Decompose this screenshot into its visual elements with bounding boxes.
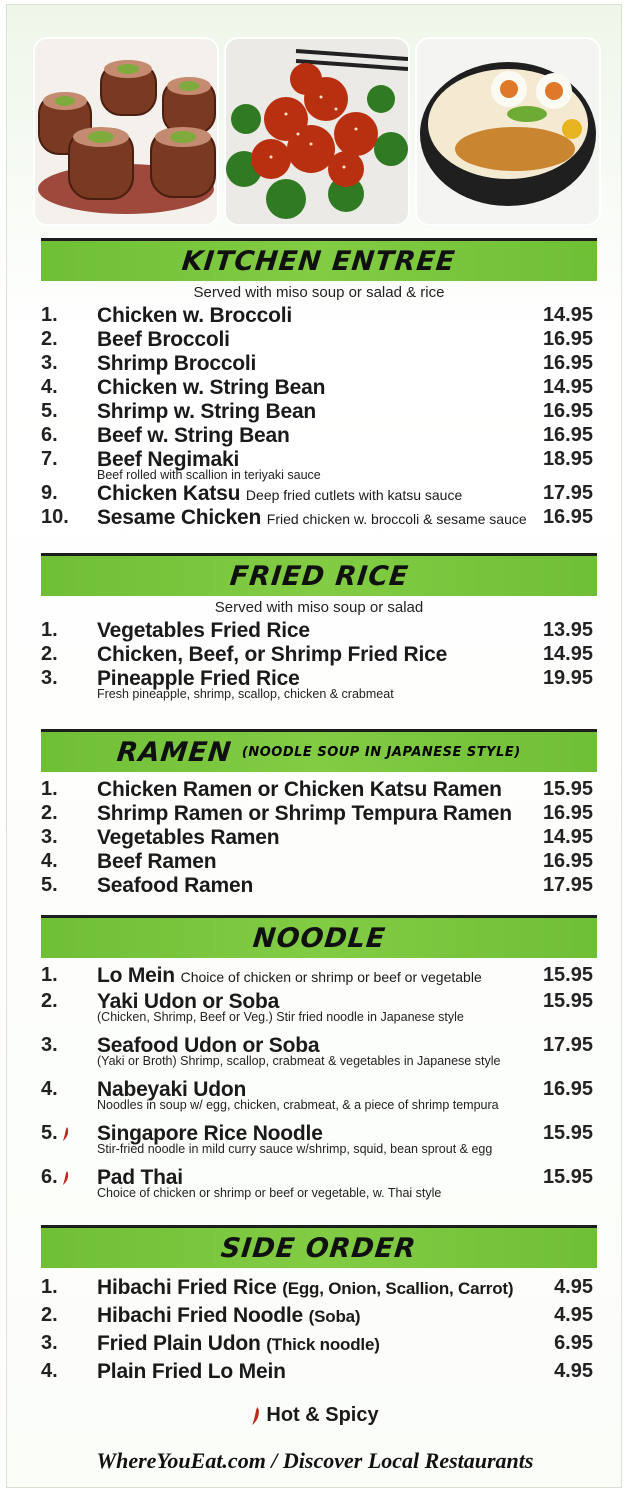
section-subtitle: (NOODLE SOUP IN JAPANESE STYLE) [241,744,521,760]
item-name-text: Sesame Chicken [97,506,262,529]
item-price: 16.95 [542,400,593,422]
item-number: 1. [41,964,58,986]
item-price: 18.95 [542,448,593,470]
item-description: Choice of chicken or shrimp or beef or vegetable [180,969,482,985]
item-description: Fried chicken w. broccoli & sesame sauce [266,511,527,527]
item-price: 17.95 [542,874,593,896]
item-number: 1. [41,304,58,326]
item-name [97,964,482,988]
section-fried-rice [41,553,597,701]
item-number: 2. [41,643,58,665]
item-name: Vegetables Fried Rice [97,619,310,642]
menu-item [41,1332,597,1360]
section-title: KITCHEN ENTREE [180,245,458,277]
item-name-text: Hibachi Fried Noodle [97,1304,304,1327]
item-name-text: Hibachi Fried Rice [97,1276,277,1299]
item-price: 16.95 [542,1078,593,1100]
item-name: Beef Negimaki [97,448,240,471]
section-kitchen-entree [41,238,597,530]
item-number: 4. [41,850,58,872]
item-name: Chicken w. Broccoli [97,304,292,327]
legend-label: Hot & Spicy [266,1404,379,1426]
item-name: Shrimp w. String Bean [97,400,317,423]
item-name: Vegetables Ramen [97,826,280,849]
item-description: Fresh pineapple, shrimp, scallop, chicken & crabmeat [97,687,394,701]
menu-item [41,1360,597,1388]
section-title: RAMEN [115,736,234,768]
section-note: Served with miso soup or salad & rice [193,284,445,301]
item-name-text: Fried Plain Udon [97,1332,261,1355]
item-price: 16.95 [542,424,593,446]
item-number: 1. [41,778,58,800]
item-name: Pad Thai [97,1166,183,1189]
item-price: 17.95 [542,1034,593,1056]
menu-item [41,1034,597,1068]
item-description: Noodles in soup w/ egg, chicken, crabmeat, & a piece of shrimp tempura [97,1098,499,1112]
item-number: 3. [41,667,58,689]
item-name-text: Lo Mein [97,964,175,987]
menu-page [6,4,622,1488]
item-description: Deep fried cutlets with katsu sauce [245,487,463,503]
menu-item [41,850,597,874]
item-number [41,1122,91,1145]
item-price: 14.95 [542,304,593,326]
item-number: 6. [41,424,58,446]
menu-item [41,376,597,400]
menu-item [41,1078,597,1112]
item-detail: (Egg, Onion, Scallion, Carrot) [282,1279,514,1298]
item-name [97,1332,380,1356]
item-price: 16.95 [542,850,593,872]
item-number: 3. [41,1034,58,1056]
item-price: 14.95 [542,376,593,398]
chicken-katsu-ramen-photo [417,39,599,224]
section-banner [41,553,597,596]
section-ramen [41,729,597,898]
item-description: (Chicken, Shrimp, Beef or Veg.) Stir fried noodle in Japanese style [97,1010,464,1024]
item-number: 4. [41,376,58,398]
item-number: 3. [41,352,58,374]
menu-item [41,424,597,448]
item-number: 3. [41,826,58,848]
menu-item [41,352,597,376]
item-price: 4.95 [554,1276,593,1298]
spicy-legend [0,1404,630,1427]
item-number [41,1166,91,1189]
item-name [97,506,527,530]
item-number: 2. [41,328,58,350]
menu-item [41,964,597,988]
item-number: 10. [41,506,69,528]
section-banner [41,729,597,772]
item-name: Chicken w. String Bean [97,376,326,399]
item-name: Pineapple Fried Rice [97,667,300,690]
item-name: Shrimp Broccoli [97,352,257,375]
section-banner [41,238,597,281]
item-name: Chicken, Beef, or Shrimp Fried Rice [97,643,448,666]
section-title: FRIED RICE [228,560,410,592]
item-detail: (Thick noodle) [266,1335,380,1354]
item-number: 9. [41,482,58,504]
item-name: Chicken Ramen or Chicken Katsu Ramen [97,778,502,801]
menu-item [41,482,597,506]
menu-item [41,304,597,328]
item-name [97,1304,360,1328]
section-note: Served with miso soup or salad [214,599,424,616]
item-name: Beef Ramen [97,850,217,873]
section-banner [41,1225,597,1268]
item-price: 16.95 [542,506,593,528]
menu-item [41,643,597,667]
item-price: 17.95 [542,482,593,504]
item-description: Beef rolled with scallion in teriyaki sauce [97,468,321,482]
item-number: 7. [41,448,58,470]
item-price: 4.95 [554,1304,593,1326]
item-number: 5. [41,874,58,896]
menu-item [41,1166,597,1200]
beef-negimaki-photo [35,39,217,224]
section-noodle [41,915,597,1200]
item-name: Shrimp Ramen or Shrimp Tempura Ramen [97,802,512,825]
sesame-chicken-photo [226,39,408,224]
menu-item [41,990,597,1024]
menu-item [41,1122,597,1156]
menu-item [41,448,597,482]
item-price: 4.95 [554,1360,593,1382]
item-name: Beef Broccoli [97,328,230,351]
item-price: 14.95 [542,643,593,665]
item-number: 2. [41,990,58,1012]
item-name: Singapore Rice Noodle [97,1122,323,1145]
footer-watermark: WhereYouEat.com / Discover Local Restaurants [96,1448,534,1473]
section-banner [41,915,597,958]
item-name: Seafood Udon or Soba [97,1034,320,1057]
menu-item [41,667,597,701]
menu-item [41,1276,597,1304]
item-name-text: Chicken Katsu [97,482,241,505]
item-name: Plain Fried Lo Mein [97,1360,286,1383]
item-price: 14.95 [542,826,593,848]
item-number: 1. [41,619,58,641]
item-description: (Yaki or Broth) Shrimp, scallop, crabmeat & vegetables in Japanese style [97,1054,501,1068]
item-price: 13.95 [542,619,593,641]
item-price: 16.95 [542,352,593,374]
menu-item [41,778,597,802]
item-price: 16.95 [542,328,593,350]
menu-item [41,802,597,826]
item-price: 16.95 [542,802,593,824]
menu-item [41,328,597,352]
menu-item [41,506,597,530]
item-name: Beef w. String Bean [97,424,290,447]
item-price: 15.95 [542,964,593,986]
section-side-order [41,1225,597,1388]
menu-item [41,874,597,898]
item-number: 5. [41,400,58,422]
item-price: 15.95 [542,1166,593,1188]
menu-item [41,826,597,850]
item-number: 1. [41,1276,58,1298]
food-photos [35,39,599,224]
menu-item [41,619,597,643]
item-number-text: 6. [41,1166,58,1188]
item-price: 19.95 [542,667,593,689]
item-number: 2. [41,1304,58,1326]
section-title: SIDE ORDER [219,1232,419,1264]
menu-item [41,400,597,424]
item-price: 15.95 [542,1122,593,1144]
item-name: Nabeyaki Udon [97,1078,247,1101]
chili-pepper-icon [62,1171,69,1185]
item-name: Yaki Udon or Soba [97,990,280,1013]
item-number: 4. [41,1360,58,1382]
item-name: Seafood Ramen [97,874,254,897]
item-description: Choice of chicken or shrimp or beef or vegetable, w. Thai style [97,1186,442,1200]
item-number: 4. [41,1078,58,1100]
menu-item [41,1304,597,1332]
item-name [97,1276,513,1300]
item-price: 15.95 [542,778,593,800]
item-detail: (Soba) [308,1307,361,1326]
item-number-text: 5. [41,1122,58,1144]
item-description: Stir-fried noodle in mild curry sauce w/shrimp, squid, bean sprout & egg [97,1142,493,1156]
section-title: NOODLE [251,922,387,954]
item-number: 2. [41,802,58,824]
chili-pepper-icon [251,1407,260,1425]
item-price: 6.95 [554,1332,593,1354]
item-number: 3. [41,1332,58,1354]
chili-pepper-icon [62,1127,69,1141]
item-name [97,482,462,506]
item-price: 15.95 [542,990,593,1012]
